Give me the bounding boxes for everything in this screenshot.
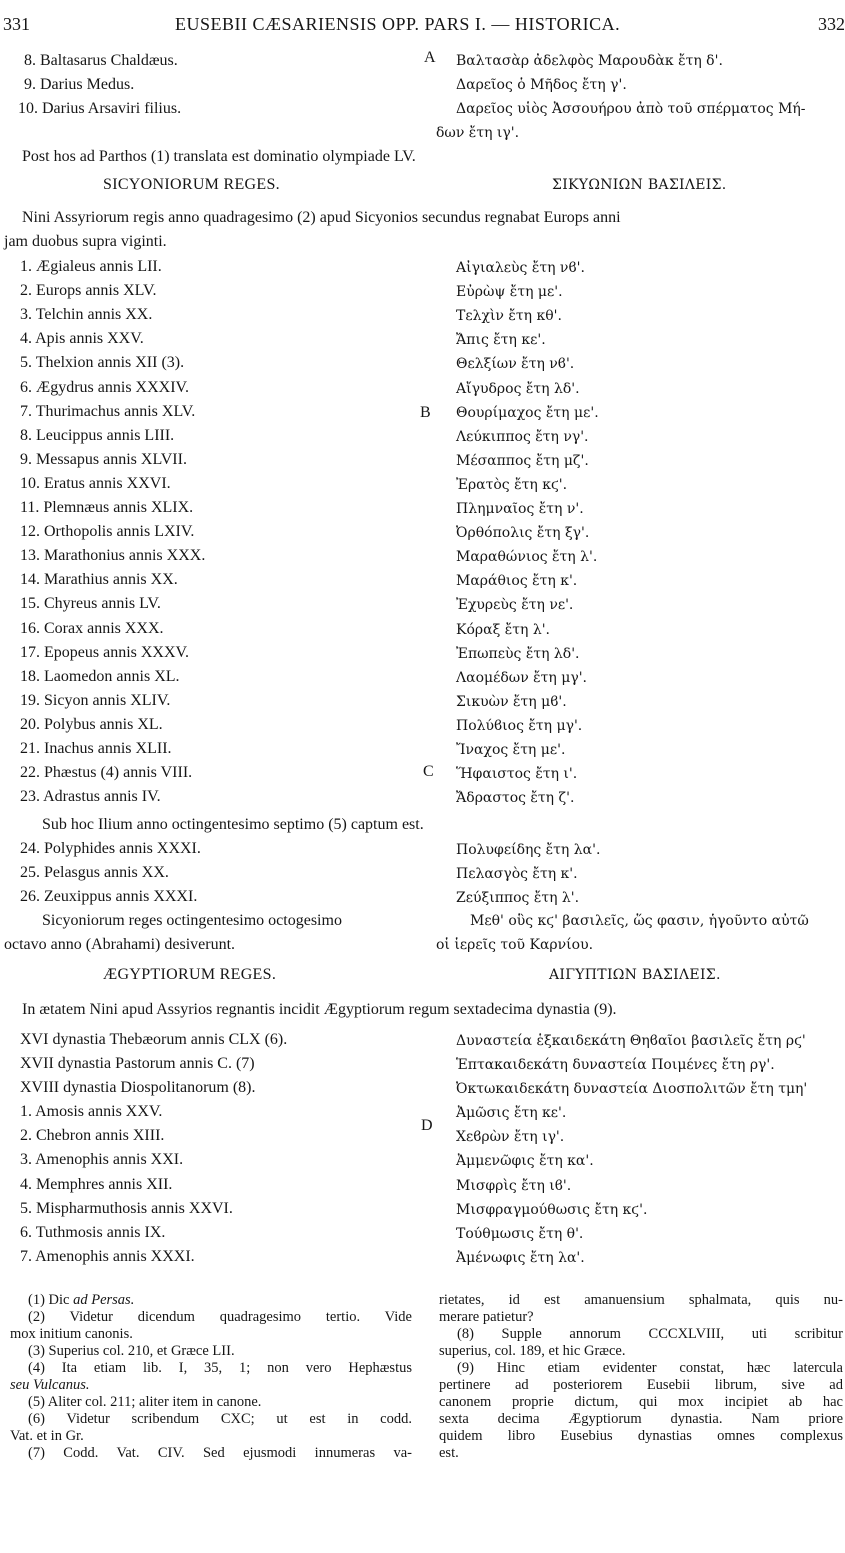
king-entry-latin: 24. Polyphides annis XXXI. (20, 840, 201, 857)
footnote-9-cont: quidem libro Eusebius dynastias omnes complexus (439, 1428, 843, 1444)
section-heading-latin: ÆGYPTIORUM REGES. (103, 966, 277, 983)
footnote-8-cont: superius, col. 189, et hic Græce. (439, 1343, 626, 1359)
footnote-italic: ad Persas. (73, 1292, 135, 1308)
king-entry-greek: Εὐρὼψ ἔτη με'. (456, 284, 563, 301)
king-entry-latin: 18. Laomedon annis XL. (20, 667, 180, 685)
king-entry-latin: 2. Chebron annis XIII. (20, 1127, 165, 1145)
margin-letter-a: A (424, 49, 436, 66)
end-latin-line: octavo anno (Abrahami) desiverunt. (4, 936, 236, 953)
king-entry-latin: 17. Epopeus annis XXXV. (20, 643, 190, 661)
king-entry-greek: Τελχὶν ἔτη κθ'. (456, 308, 562, 325)
king-entry-latin: 5. Mispharmuthosis annis XXVI. (20, 1199, 233, 1217)
footnote-8: (8) Supple annorum CCCXLVIII, uti scribitur (457, 1326, 843, 1342)
king-entry-latin: 8. Leucippus annis LIII. (20, 426, 175, 444)
king-entry-greek: Χεϐρὼν ἔτη ιγ'. (456, 1129, 565, 1146)
footnote-9-cont: est. (439, 1445, 459, 1461)
king-entry-greek: Ἐχυρεὺς ἔτη νε'. (456, 597, 574, 614)
king-entry-latin: 3. Telchin annis XX. (20, 306, 153, 324)
latin-line: 9. Darius Medus. (24, 76, 135, 93)
king-entry-greek: Ἐρατὸς ἔτη κϛ'. (456, 476, 568, 493)
king-entry-latin: 6. Tuthmosis annis IX. (20, 1224, 166, 1241)
king-entry-greek: Μαράθιος ἔτη κ'. (456, 573, 578, 590)
footnote-7-cont: merare patietur? (439, 1309, 534, 1325)
king-entry-greek: Μισφρὶς ἔτη ιϐ'. (456, 1177, 572, 1194)
king-entry-latin: 13. Marathonius annis XXX. (20, 547, 206, 565)
king-entry-greek: Πολυφείδης ἔτη λα'. (456, 842, 601, 858)
footnote-1 (10, 1292, 412, 1309)
intro-line: In ætatem Nini apud Assyrios regnantis incidit Ægyptiorum regum sextadecima dynastia (9). (22, 1001, 617, 1018)
dynasty-entry-latin: XVIII dynastia Diospolitanorum (8). (20, 1079, 256, 1096)
footnotes-left (10, 1292, 412, 1462)
king-entry-greek: Αἰγιαλεὺς ἔτη νϐ'. (456, 260, 585, 276)
king-entry-greek: Σικυὼν ἔτη μϐ'. (456, 693, 567, 710)
footnote-4: (4) Ita etiam lib. I, 35, 1; non vero Hephæstus (28, 1360, 412, 1376)
margin-letter-b: B (420, 404, 431, 421)
king-entry-greek: Ἐπωπεὺς ἔτη λδ'. (456, 645, 580, 662)
king-entry-greek: Πολύϐιος ἔτη μγ'. (456, 717, 583, 734)
footnote-5: (5) Aliter col. 211; aliter item in canone. (28, 1394, 262, 1410)
margin-letter-d: D (421, 1117, 433, 1134)
running-title: EUSEBII CÆSARIENSIS OPP. PARS I. — HISTORICA. (175, 14, 621, 34)
greek-line: Βαλτασὰρ ἀδελφὸς Μαρουδὰκ ἔτη δ'. (456, 53, 723, 69)
king-entry-greek: Μαραθώνιος ἔτη λ'. (456, 549, 598, 566)
king-entry-latin: 9. Messapus annis XLVII. (20, 450, 187, 468)
dynasty-entry-greek: Δυναστεία ἑξκαιδεκάτη Θηϐαῖοι βασιλεῖς ἔτη ρϛ' (456, 1033, 806, 1049)
king-entry-latin: 1. Amosis annis XXV. (20, 1103, 163, 1120)
king-entry-latin: 22. Phæstus (4) annis VIII. (20, 764, 193, 782)
page-number-left: 331 (3, 14, 30, 34)
running-header (0, 0, 845, 34)
king-entry-latin: 7. Thurimachus annis XLV. (20, 402, 196, 420)
king-entry-latin: 15. Chyreus annis LV. (20, 595, 161, 613)
intro-line: jam duobus supra viginti. (4, 233, 167, 250)
section-heading-latin: SICYONIORUM REGES. (103, 176, 280, 193)
king-entry-greek: Λεύκιππος ἔτη νγ'. (456, 428, 589, 445)
king-entry-greek: Ὀρθόπολις ἔτη ξγ'. (456, 525, 590, 542)
king-entry-latin: 12. Orthopolis annis LXIV. (20, 523, 195, 541)
king-entry-latin: 19. Sicyon annis XLIV. (20, 691, 171, 709)
king-entry-greek: Πλημναῖος ἔτη ν'. (456, 501, 584, 517)
dynasty-entry-greek: Ὀκτωκαιδεκάτη δυναστεία Διοσπολιτῶν ἔτη τμη' (456, 1081, 808, 1097)
margin-letter-c: C (423, 763, 434, 780)
king-entry-greek: Ἄπις ἔτη κε'. (456, 332, 546, 349)
king-entry-greek: Θελξίων ἔτη νϐ'. (456, 356, 575, 373)
king-entry-latin: 21. Inachus annis XLII. (20, 740, 172, 757)
post-hos-line: Post hos ad Parthos (1) translata est dominatio olympiade LV. (22, 148, 416, 165)
king-entry-latin: 11. Plemnæus annis XLIX. (20, 499, 194, 516)
latin-line: 10. Darius Arsaviri filius. (18, 100, 182, 117)
king-entry-greek: Αἴγυδρος ἔτη λδ'. (456, 380, 580, 397)
dynasty-entry-latin: XVI dynastia Thebæorum annis CLX (6). (20, 1031, 288, 1048)
king-entry-latin: 7. Amenophis annis XXXI. (20, 1248, 195, 1266)
king-entry-greek: Ἥφαιστος ἔτη ι'. (456, 766, 578, 783)
king-entry-greek: Λαομέδων ἔτη μγ'. (456, 669, 588, 686)
dynasty-entry-latin: XVII dynastia Pastorum annis C. (7) (20, 1055, 255, 1072)
king-entry-greek: Πελασγὸς ἔτη κ'. (456, 866, 578, 882)
king-entry-latin: 25. Pelasgus annis XX. (20, 864, 169, 881)
footnote-7: (7) Codd. Vat. CIV. Sed ejusmodi innumeras va- (28, 1445, 412, 1461)
footnote-text: (1) Dic (28, 1292, 74, 1308)
latin-line: 8. Baltasarus Chaldæus. (24, 52, 178, 69)
footnote-2-cont: mox initium canonis. (10, 1326, 133, 1342)
king-entry-latin: 3. Amenophis annis XXI. (20, 1151, 184, 1169)
king-entry-latin: 6. Ægydrus annis XXXIV. (20, 378, 190, 396)
greek-line: Δαρεῖος υἱὸς Ἀσσουήρου ἀπὸ τοῦ σπέρματος Μή- (456, 101, 806, 117)
dynasty-entry-greek: Ἑπτακαιδεκάτη δυναστεία Ποιμένες ἔτη ργ'. (456, 1057, 775, 1073)
greek-line: δων ἔτη ιγ'. (436, 125, 520, 141)
footnote-2: (2) Videtur dicendum quadragesimo tertio. Vide (28, 1309, 412, 1325)
footnote-3: (3) Superius col. 210, et Græce LII. (28, 1343, 235, 1359)
section-heading-greek: ΣΙΚΥΩΝΙΩΝ ΒΑΣΙΛΕΙΣ. (552, 177, 727, 193)
footnote-7-cont: rietates, id est amanuensium sphalmata, quis nu- (439, 1292, 843, 1308)
footnote-6-cont: Vat. et in Gr. (10, 1428, 84, 1444)
king-entry-latin: 2. Europs annis XLV. (20, 282, 157, 300)
king-entry-latin: 5. Thelxion annis XII (3). (20, 354, 185, 372)
king-entry-latin: 10. Eratus annis XXVI. (20, 474, 171, 492)
section-heading-greek: ΑΙΓΥΠΤΙΩΝ ΒΑΣΙΛΕΙΣ. (549, 967, 721, 983)
king-entry-greek: Ἀμῶσις ἔτη κε'. (456, 1105, 567, 1121)
king-entry-latin: 16. Corax annis XXX. (20, 619, 164, 637)
footnote-9-cont: pertinere ad posteriorem Eusebii librum, sive ad (439, 1377, 843, 1393)
king-entry-latin: 20. Polybus annis XL. (20, 715, 163, 733)
footnotes-right (439, 1292, 843, 1462)
king-entry-latin: 14. Marathius annis XX. (20, 571, 178, 589)
footnote-9-cont: canonem proprie dictum, qui mox incipiet ab hac (439, 1394, 843, 1410)
footnote-9-cont: sexta decima Ægyptiorum dynastia. Nam priore (439, 1411, 843, 1427)
king-entry-greek: Κόραξ ἔτη λ'. (456, 621, 551, 638)
intro-line: Nini Assyriorum regis anno quadragesimo (2) apud Sicyonios secundus regnabat Europs anni (22, 209, 621, 226)
king-entry-greek: Ἄδραστος ἔτη ζ'. (456, 790, 575, 807)
end-greek-line: Μεθ' οὓς κϛ' βασιλεῖς, ὥς φασιν, ἡγοῦντο αὐτῶ (470, 913, 809, 929)
king-entry-greek: Ἀμμενῶφις ἔτη κα'. (456, 1153, 594, 1170)
ilium-line: Sub hoc Ilium anno octingentesimo septimo (5) captum est. (42, 816, 424, 833)
king-entry-latin: 1. Ægialeus annis LII. (20, 258, 162, 275)
king-entry-greek: Ἀμένωφις ἔτη λα'. (456, 1250, 585, 1267)
king-entry-latin: 4. Memphres annis XII. (20, 1175, 173, 1193)
footnote-6: (6) Videtur scribendum CXC; ut est in codd. (28, 1411, 412, 1427)
end-greek-line: οἱ ἱερεῖς τοῦ Καρνίου. (436, 937, 594, 953)
king-entry-latin: 23. Adrastus annis IV. (20, 788, 161, 806)
footnote-4-cont: seu Vulcanus. (10, 1377, 90, 1393)
end-latin-line: Sicyoniorum reges octingentesimo octogesimo (42, 912, 342, 929)
king-entry-latin: 26. Zeuxippus annis XXXI. (20, 888, 198, 905)
king-entry-greek: Ἴναχος ἔτη με'. (456, 742, 566, 758)
king-entry-greek: Τούθμωσις ἔτη θ'. (456, 1226, 584, 1242)
king-entry-greek: Μέσαππος ἔτη μζ'. (456, 452, 589, 469)
greek-line: Δαρεῖος ὁ Μῆδος ἔτη γ'. (456, 77, 627, 93)
king-entry-greek: Μισφραγμούθωσις ἔτη κϛ'. (456, 1201, 648, 1218)
king-entry-greek: Θουρίμαχος ἔτη με'. (456, 404, 599, 421)
king-entry-greek: Ζεύξιππος ἔτη λ'. (456, 890, 580, 906)
page-number-right: 332 (818, 14, 845, 34)
king-entry-latin: 4. Apis annis XXV. (20, 330, 144, 348)
footnote-9: (9) Hinc etiam evidenter constat, hæc latercula (457, 1360, 843, 1376)
